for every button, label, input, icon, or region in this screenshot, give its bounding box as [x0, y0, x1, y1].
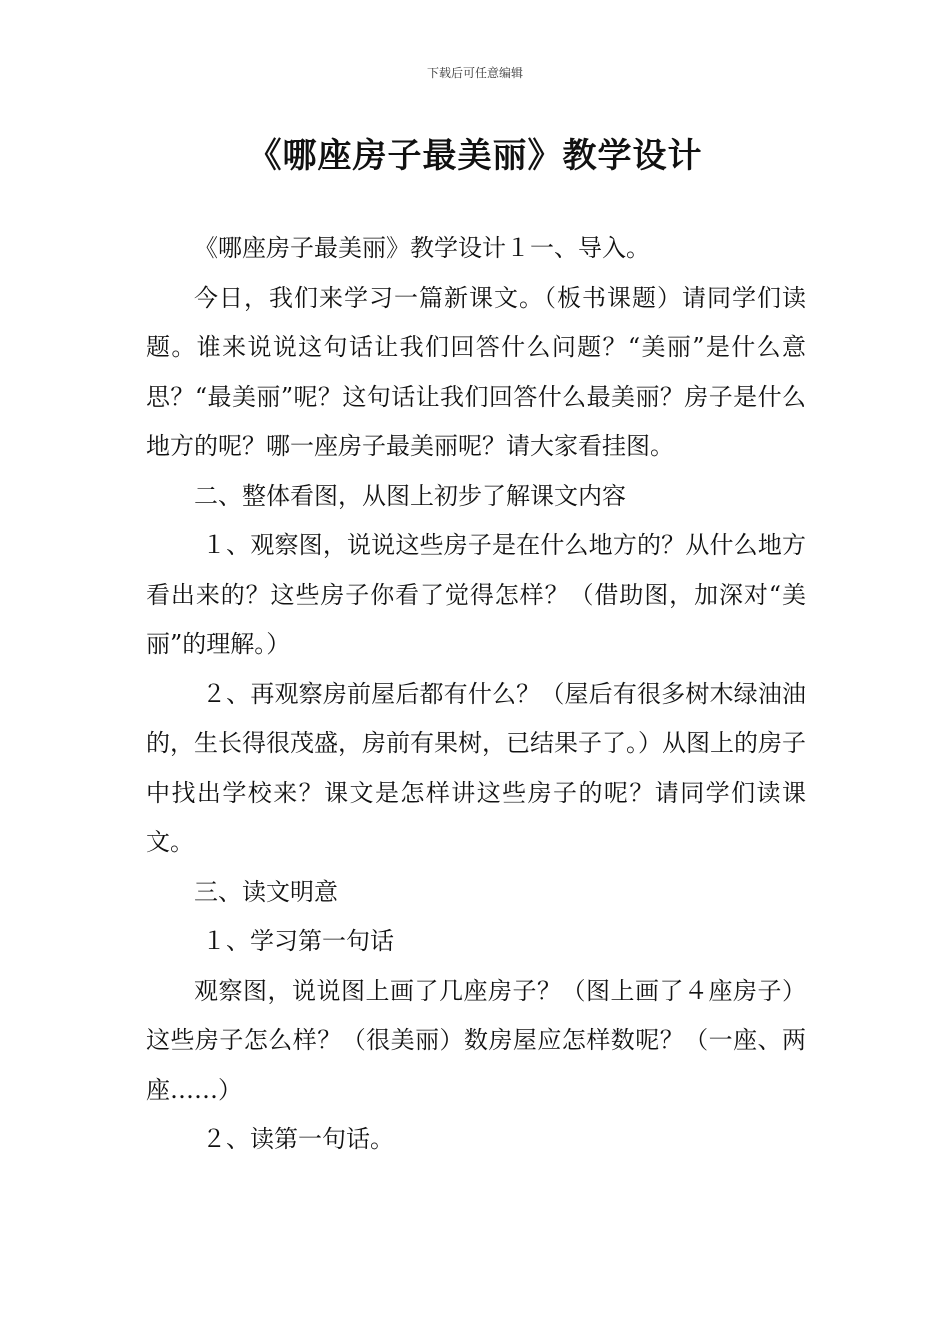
- section-heading-2: 二、整体看图，从图上初步了解课文内容: [194, 481, 626, 510]
- paragraph-intro: 《哪座房子最美丽》教学设计１一、导入。: [194, 234, 650, 262]
- paragraph-step-2: ２、读第一句话。: [202, 1125, 394, 1153]
- section-heading-3: 三、读文明意: [194, 877, 338, 906]
- document-body: [146, 224, 806, 1165]
- paragraph-observe-1: １、观察图，说说这些房子是在什么地方的？从什么地方看出来的？这些房子你看了觉得怎样？（借助图，加深对“美丽”的理解。）: [146, 531, 806, 658]
- paragraph-lesson-intro: 今日，我们来学习一篇新课文。（板书课题）请同学们读题。谁来说说这句话让我们回答什么问题？“美丽”是什么意思？“最美丽”呢？这句话让我们回答什么最美丽？房子是什么地方的呢？哪一座房子最美丽呢？请大家看挂图。: [146, 283, 806, 460]
- paragraph-count-houses: 观察图，说说图上画了几座房子？（图上画了４座房子）这些房子怎么样？（很美丽）数房屋应怎样数呢？（一座、两座……）: [146, 976, 806, 1104]
- paragraph-step-1: １、学习第一句话: [202, 927, 394, 955]
- header-note: 下载后可任意编辑: [426, 66, 523, 80]
- paragraph-observe-2: ２、再观察房前屋后都有什么？（屋后有很多树木绿油油的，生长得很茂盛，房前有果树，已结果子了。）从图上的房子中找出学校来？课文是怎样讲这些房子的呢？请同学们读课文。: [146, 679, 806, 856]
- document-title: 《哪座房子最美丽》教学设计: [247, 136, 703, 176]
